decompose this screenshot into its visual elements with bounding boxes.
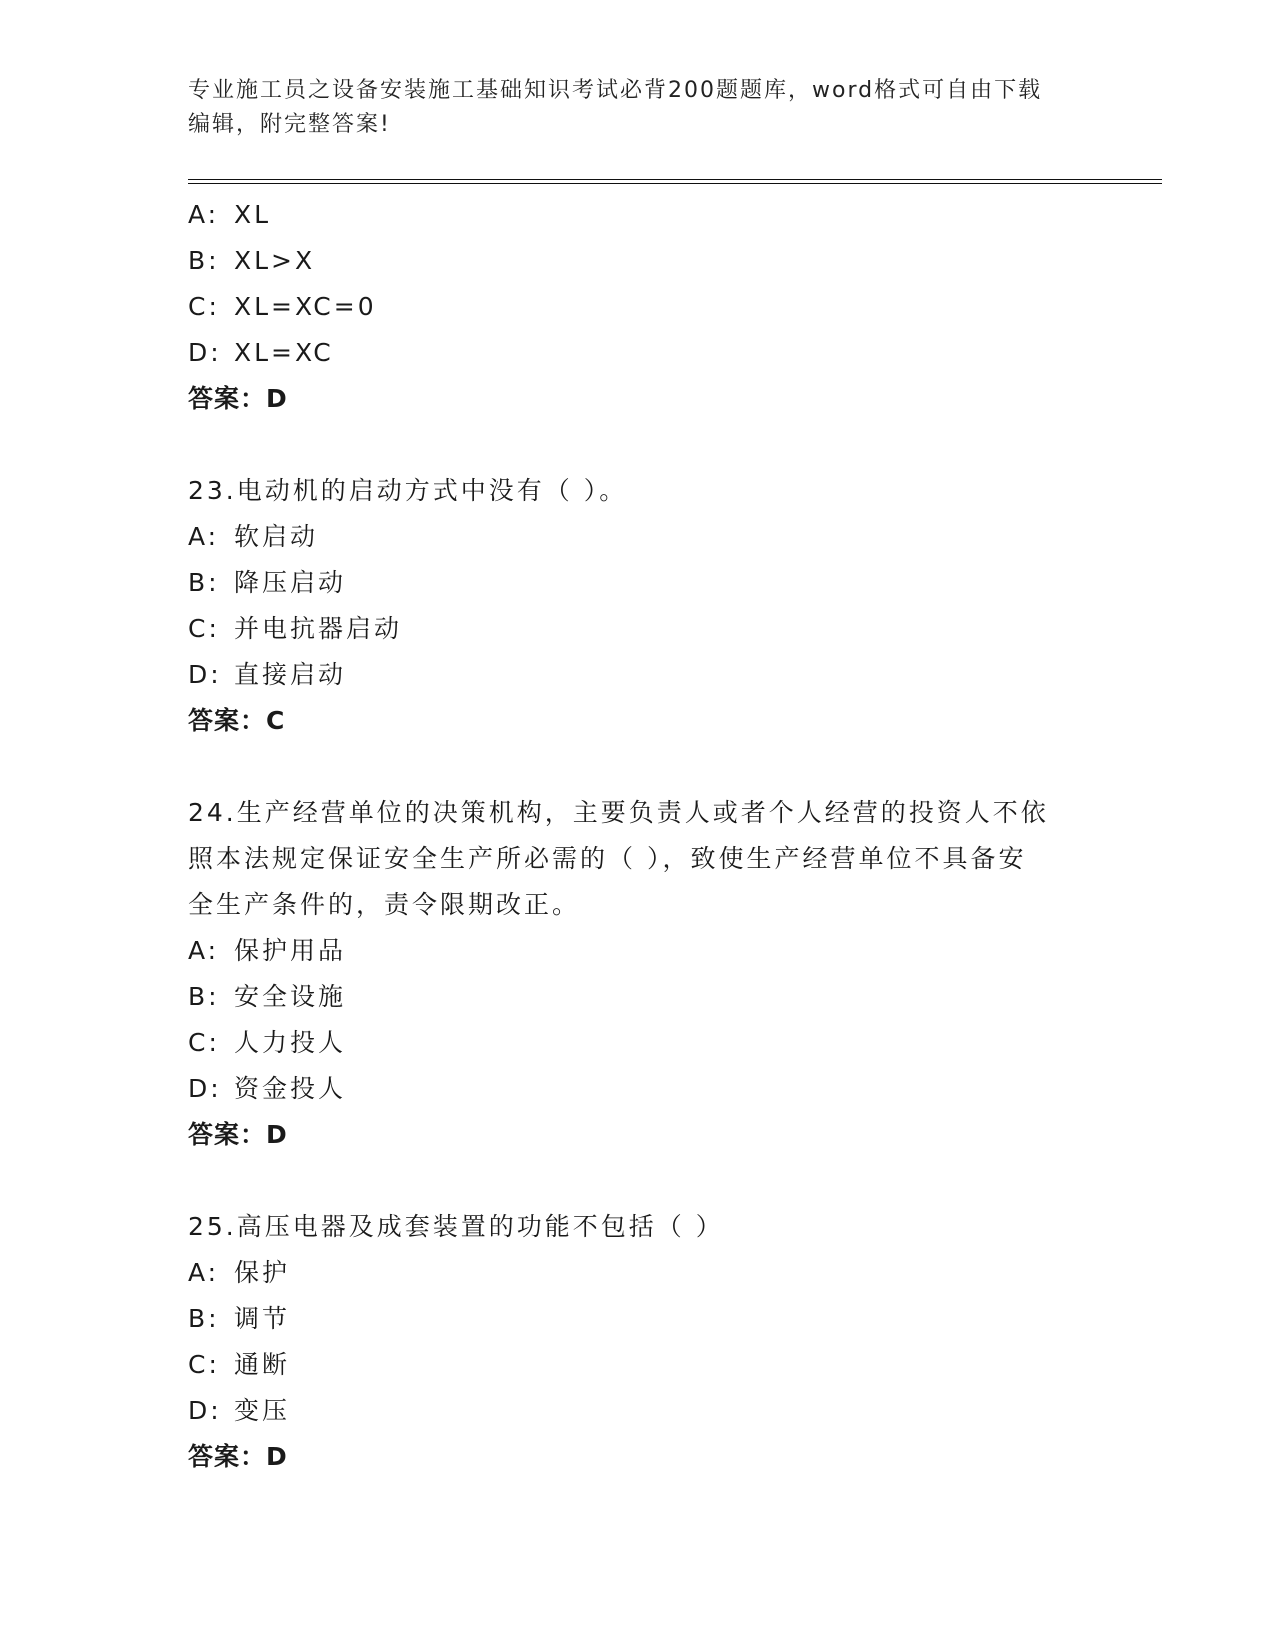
option-label: A: xyxy=(188,936,220,965)
option-text: 通断 xyxy=(234,1350,291,1379)
option-label: A: xyxy=(188,522,220,551)
question-text: 23.电动机的启动方式中没有（ ）。 xyxy=(188,476,628,505)
option-d xyxy=(188,1388,1088,1434)
option-text: 软启动 xyxy=(234,522,319,551)
option-b xyxy=(188,1296,1088,1342)
option-label: B: xyxy=(188,568,220,597)
option-label: A: xyxy=(188,200,220,229)
option-b xyxy=(188,560,1088,606)
spacer xyxy=(188,744,1088,790)
option-label: C: xyxy=(188,614,220,643)
answer: 答案：D xyxy=(188,1120,288,1149)
option-text: XL>X xyxy=(234,246,316,275)
option-label: C: xyxy=(188,1028,220,1057)
answer: 答案：D xyxy=(188,384,288,413)
header-title-line-1: 专业施工员之设备安装施工基础知识考试必背200题题库，word格式可自由下载 xyxy=(188,78,1043,103)
option-c xyxy=(188,606,1088,652)
header-divider-bottom xyxy=(188,183,1162,184)
question-23 xyxy=(188,468,1088,744)
option-label: D: xyxy=(188,660,222,689)
header-title-line-2: 编辑，附完整答案! xyxy=(188,112,391,137)
option-c xyxy=(188,1020,1088,1066)
option-a xyxy=(188,192,1088,238)
question-list xyxy=(188,192,1088,1480)
option-a xyxy=(188,1250,1088,1296)
question-text: 25.高压电器及成套装置的功能不包括（ ） xyxy=(188,1212,724,1241)
option-label: A: xyxy=(188,1258,220,1287)
spacer xyxy=(188,422,1088,468)
option-c xyxy=(188,1342,1088,1388)
option-text: 调节 xyxy=(234,1304,291,1333)
option-text: 资金投人 xyxy=(234,1074,347,1103)
answer: 答案：C xyxy=(188,706,286,735)
question-text-line-3: 全生产条件的，责令限期改正。 xyxy=(188,890,581,919)
option-text: 保护用品 xyxy=(234,936,347,965)
option-text: 安全设施 xyxy=(234,982,347,1011)
option-text: 人力投人 xyxy=(234,1028,347,1057)
option-text: 变压 xyxy=(234,1396,291,1425)
option-text: XL xyxy=(234,200,272,229)
question-22 xyxy=(188,192,1088,422)
option-text: 并电抗器启动 xyxy=(234,614,403,643)
option-text: XL=XC=0 xyxy=(234,292,377,321)
option-label: D: xyxy=(188,338,222,367)
option-label: D: xyxy=(188,1074,222,1103)
option-label: D: xyxy=(188,1396,222,1425)
option-text: 降压启动 xyxy=(234,568,347,597)
option-text: XL=XC xyxy=(234,338,334,367)
option-c xyxy=(188,284,1088,330)
option-b xyxy=(188,238,1088,284)
header-divider-top xyxy=(188,179,1162,180)
option-a xyxy=(188,928,1088,974)
option-label: C: xyxy=(188,292,220,321)
document-header xyxy=(188,74,1068,142)
answer: 答案：D xyxy=(188,1442,288,1471)
option-b xyxy=(188,974,1088,1020)
question-text-line-2: 照本法规定保证安全生产所必需的（ ），致使生产经营单位不具备安 xyxy=(188,844,1027,873)
option-text: 直接启动 xyxy=(234,660,347,689)
option-d xyxy=(188,652,1088,698)
option-a xyxy=(188,514,1088,560)
question-text-line-1: 24.生产经营单位的决策机构，主要负责人或者个人经营的投资人不依 xyxy=(188,798,1049,827)
question-25 xyxy=(188,1204,1088,1480)
option-text: 保护 xyxy=(234,1258,291,1287)
option-label: B: xyxy=(188,246,220,275)
spacer xyxy=(188,1158,1088,1204)
question-24 xyxy=(188,790,1088,1158)
option-label: B: xyxy=(188,982,220,1011)
option-d xyxy=(188,1066,1088,1112)
option-label: C: xyxy=(188,1350,220,1379)
option-label: B: xyxy=(188,1304,220,1333)
option-d xyxy=(188,330,1088,376)
